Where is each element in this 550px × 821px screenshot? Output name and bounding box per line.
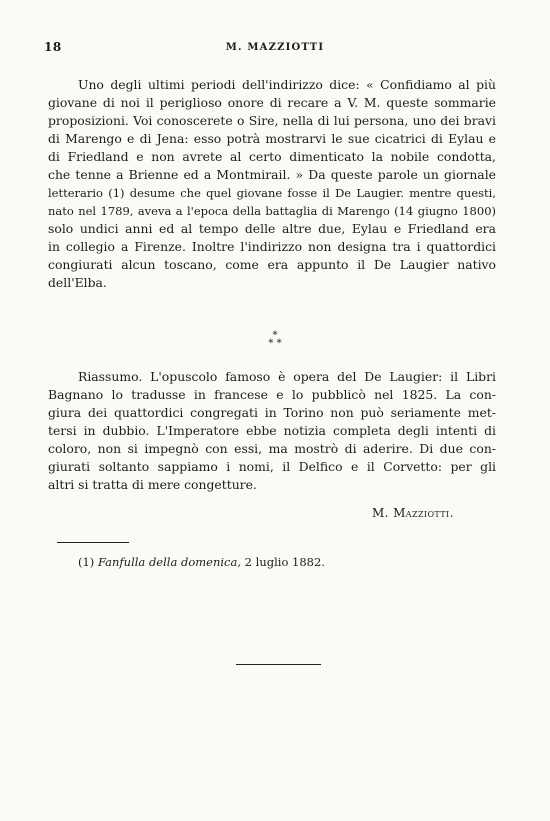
paragraph-2-line: Bagnano lo tradusse in francese e lo pubblicò nel 1825. La con- (48, 387, 496, 402)
author-signature: M. Mazziotti. (372, 506, 454, 520)
paragraph-1-line: congiurati alcun toscano, come era appunto il De Laugier nativo (48, 257, 496, 272)
footnote-rule (57, 542, 129, 543)
paragraph-1-line: letterario (1) desume che quel giovane fosse il De Laugier. mentre questi, (48, 186, 496, 200)
section-asterism (0, 332, 550, 348)
running-head: M. MAZZIOTTI (225, 42, 325, 53)
paragraph-1-line: solo undici anni ed al tempo delle altre due, Eylau e Friedland era (48, 221, 496, 236)
paragraph-1-line: di Friedland e non avrete al certo dimenticato la nobile condotta, (48, 149, 496, 164)
paragraph-1-line: giovane di noi il periglioso onore di recare a V. M. queste sommarie (48, 95, 496, 110)
closing-rule (236, 664, 321, 665)
paragraph-2-line: Riassumo. L'opuscolo famoso è opera del De Laugier: il Libri (78, 369, 496, 384)
footnote (78, 555, 325, 569)
asterism-top: * (272, 330, 278, 341)
footnote-date: 2 luglio 1882. (244, 555, 325, 569)
paragraph-2-line: altri si tratta di mere congetture. (48, 477, 257, 492)
paragraph-1-line: in collegio a Firenze. Inoltre l'indirizzo non designa tra i quattordici (48, 239, 496, 254)
paragraph-1-line: nato nel 1789, aveva a l'epoca della battaglia di Marengo (14 giugno 1800) (48, 204, 496, 218)
paragraph-2-line: giura dei quattordici congregati in Torino non può seriamente met- (48, 405, 496, 420)
paragraph-1-line: Uno degli ultimi periodi dell'indirizzo dice: « Confidiamo al più (78, 77, 496, 92)
paragraph-2-line: coloro, non si impegnò con essi, ma mostrò di aderire. Di due con- (48, 441, 496, 456)
footnote-title: Fanfulla della domenica, (97, 555, 242, 569)
paragraph-2-line: giurati soltanto sappiamo i nomi, il Delfico e il Corvetto: per gli (48, 459, 496, 474)
paragraph-1-line: che tenne a Brienne ed a Montmirail. » Da queste parole un giornale (48, 167, 496, 182)
paragraph-2-line: tersi in dubbio. L'Imperatore ebbe notizia completa degli intenti di (48, 423, 496, 438)
paragraph-1-line: dell'Elba. (48, 275, 107, 290)
page-number: 18 (44, 40, 62, 54)
asterism-bottom: * * (268, 338, 282, 349)
paragraph-1-line: proposizioni. Voi conoscerete o Sire, nella di lui persona, uno dei bravi (48, 113, 496, 128)
footnote-marker: (1) (78, 555, 95, 569)
paragraph-1-line: di Marengo e di Jena: esso potrà mostrarvi le sue cicatrici di Eylau e (48, 131, 496, 146)
